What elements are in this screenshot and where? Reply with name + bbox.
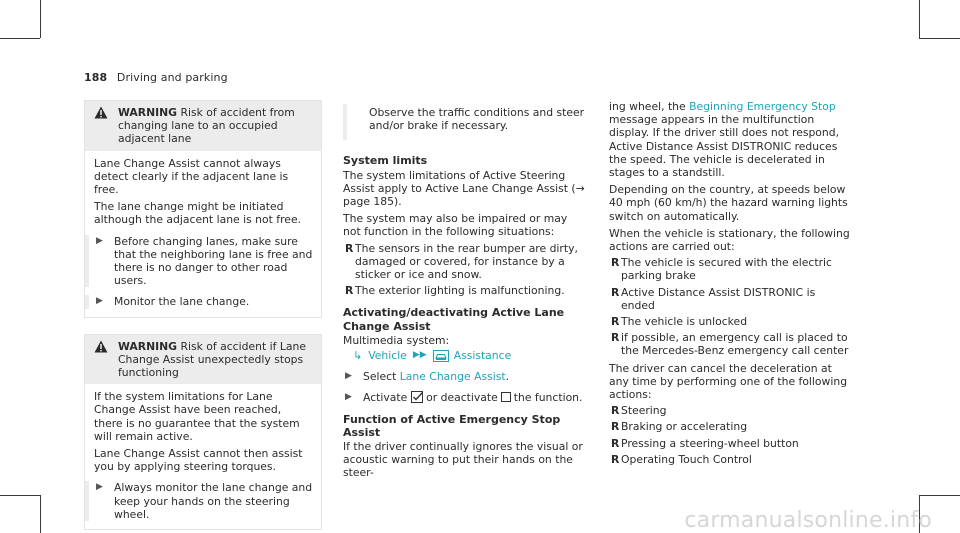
paragraph: If the system limitations for Lane Change Assist have been reached, there is no guarantee that the system will remain active. <box>94 390 300 443</box>
note-text: Observe the traffic conditions and steer and/or brake if necessary. <box>369 106 585 133</box>
list-item-text: Steering <box>621 404 667 418</box>
bullet: R <box>611 436 620 450</box>
beginning-emergency-stop-link[interactable]: Beginning Emergency Stop <box>689 100 836 113</box>
paragraph: Lane Change Assist cannot always detect clearly if the adjacent lane is free. <box>94 156 289 197</box>
list-item-text: Braking or accelerating <box>621 420 748 434</box>
return-arrow-icon: ↳ <box>353 349 363 363</box>
list-item <box>609 404 851 417</box>
section-title: Driving and parking <box>116 71 228 84</box>
instruction-step <box>85 481 313 521</box>
crop-mark <box>919 0 920 38</box>
warning-body <box>85 151 321 317</box>
step-text <box>363 391 582 404</box>
step-arrow-icon: ▶ <box>96 482 103 493</box>
paragraph-part: message appears in the multifunction display. If the driver still does not respond, Active Distance Assist DISTRONIC reduces the speed. The vehicle is decelerated in stages to a standstill. <box>609 113 840 180</box>
bullet: R <box>611 404 620 418</box>
column-1 <box>84 100 322 533</box>
bullet: R <box>611 420 620 434</box>
menu-path <box>353 349 585 362</box>
section-heading: Activating/deactivating Active Lane Change Assist <box>343 306 565 333</box>
warning-title: Risk of accident if Lane Change Assist unexpectedly stops functioning <box>118 339 306 380</box>
warning-label: WARNING <box>118 106 178 119</box>
paragraph: The lane change might be initiated although the adjacent lane is not free. <box>94 200 302 227</box>
warning-label: WARNING <box>118 339 178 353</box>
bullet: R <box>345 284 354 298</box>
list-item-text: The vehicle is secured with the electric parking brake <box>621 256 832 283</box>
step-text-prefix: Select <box>363 370 397 384</box>
checked-box-icon <box>411 391 423 404</box>
crop-mark <box>40 495 41 533</box>
paragraph: Depending on the country, at speeds below 40 mph (60 km/h) the hazard warning lights switch on automatically. <box>609 183 848 223</box>
paragraph: Lane Change Assist cannot then assist you by applying steering torques. <box>94 447 303 474</box>
warning-header <box>85 335 321 385</box>
double-chevron-icon: ▶▶ <box>412 350 427 361</box>
warning-icon <box>94 106 110 146</box>
warning-box <box>84 334 322 530</box>
list-item <box>609 286 851 312</box>
bullet: R <box>611 452 620 466</box>
bullet: R <box>345 241 354 255</box>
bullet: R <box>611 285 620 299</box>
step-text-b: or deactivate <box>426 391 498 405</box>
warning-icon <box>94 340 110 380</box>
warning-text <box>118 340 313 380</box>
warning-box <box>84 100 322 318</box>
column-3 <box>609 100 851 466</box>
list-item <box>609 453 851 466</box>
lane-change-assist-link[interactable]: Lane Change Assist <box>399 370 506 384</box>
step-arrow-icon: ▶ <box>345 371 352 382</box>
crop-mark <box>0 495 40 496</box>
list-item <box>609 256 851 282</box>
list-item <box>609 331 851 357</box>
list-item-text: The exterior lighting is malfunctioning. <box>355 284 565 298</box>
menu-vehicle-link[interactable]: Vehicle <box>368 349 407 363</box>
list-item <box>609 437 851 450</box>
column-2 <box>343 100 585 480</box>
step-text <box>363 370 509 383</box>
paragraph: If the driver continually ignores the visual or acoustic warning to put their hands on the steer- <box>343 440 583 480</box>
bullet: R <box>611 256 620 270</box>
paragraph: The system limitations of Active Steering Assist apply to Active Lane Change Assist (→ page 185). <box>343 168 585 209</box>
list-item-text: The vehicle is unlocked <box>621 315 748 329</box>
page-number: 188 <box>84 71 108 84</box>
step-text-c: the function. <box>513 391 583 405</box>
step-text: Always monitor the lane change and keep your hands on the steering wheel. <box>114 481 313 521</box>
page-header <box>84 71 228 84</box>
instruction-step <box>85 295 313 308</box>
section-heading: System limits <box>343 154 428 168</box>
step-text: Monitor the lane change. <box>114 295 250 309</box>
step-arrow-icon: ▶ <box>345 392 352 403</box>
instruction-step <box>343 370 585 383</box>
section-heading: Function of Active Emergency Stop Assist <box>343 412 561 439</box>
warning-text <box>118 106 313 146</box>
paragraph-part: ing wheel, the <box>609 100 686 113</box>
crop-mark <box>919 495 960 496</box>
paragraph: Multimedia system: <box>343 333 450 347</box>
paragraph: When the vehicle is stationary, the following actions are carried out: <box>609 226 850 254</box>
step-text-a: Activate <box>363 391 408 405</box>
instruction-step <box>343 391 585 404</box>
menu-assistance-link[interactable]: Assistance <box>453 349 512 363</box>
paragraph: The system may also be impaired or may not function in the following situations: <box>343 212 568 239</box>
list-item-text: if possible, an emergency call is placed to the Mercedes-Benz emergency call center <box>621 331 849 358</box>
list-item <box>609 315 851 328</box>
instruction-step <box>85 235 313 288</box>
warning-title: Risk of accident from changing lane to an occupied adjacent lane <box>118 106 295 146</box>
warning-header <box>85 101 321 151</box>
watermark: carmanualsonline.info <box>684 507 932 533</box>
step-arrow-icon: ▶ <box>96 235 103 246</box>
car-assist-icon <box>433 350 449 362</box>
step-text-suffix: . <box>505 370 510 384</box>
crop-mark <box>40 0 41 38</box>
paragraph: The driver can cancel the deceleration at any time by performing one of the following actions: <box>609 361 848 402</box>
list-item-text: Active Distance Assist DISTRONIC is ended <box>621 285 816 312</box>
paragraph <box>609 100 851 179</box>
note-block <box>343 104 585 140</box>
bullet: R <box>611 331 620 345</box>
empty-box-icon <box>501 392 511 402</box>
warning-body <box>85 384 321 529</box>
bullet: R <box>611 315 620 329</box>
crop-mark <box>0 38 40 39</box>
list-item-text: Operating Touch Control <box>621 452 752 466</box>
list-item-text: Pressing a steering-wheel button <box>621 436 799 450</box>
step-text: Before changing lanes, make sure that the neighboring lane is free and there is no danger to other road users. <box>114 234 313 288</box>
list-item <box>343 284 585 297</box>
crop-mark <box>919 38 960 39</box>
list-item <box>609 420 851 433</box>
list-item <box>343 242 585 282</box>
step-arrow-icon: ▶ <box>96 296 103 307</box>
list-item-text: The sensors in the rear bumper are dirty, damaged or covered, for instance by a sticker or ice and snow. <box>355 241 578 282</box>
